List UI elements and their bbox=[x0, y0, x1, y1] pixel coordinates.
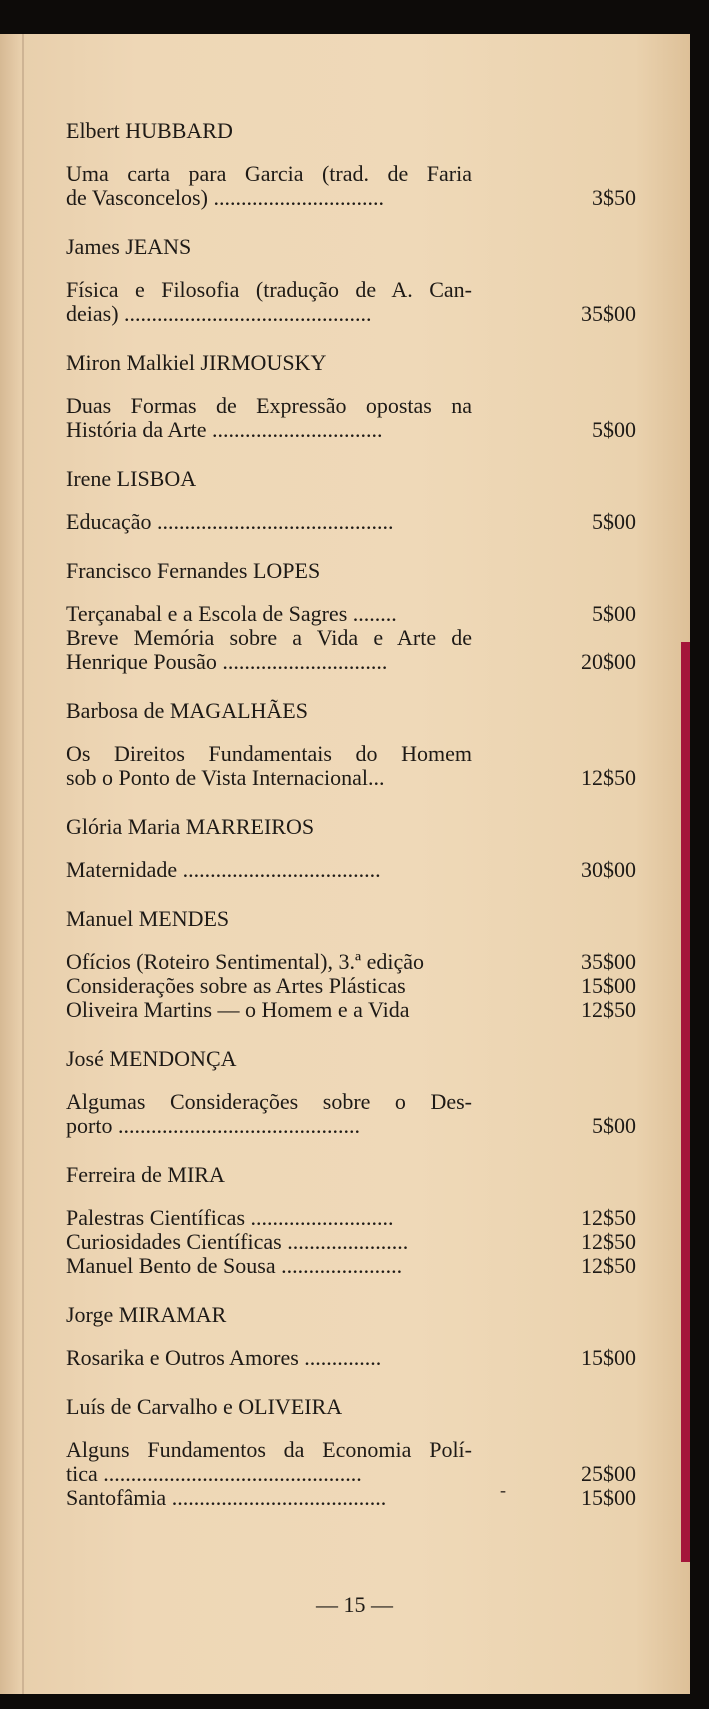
book-title: História da Arte bbox=[66, 418, 207, 442]
book-price: 35$00 bbox=[581, 949, 636, 974]
title-with-leader bbox=[66, 650, 472, 674]
book-row bbox=[66, 650, 636, 674]
author-name: Irene LISBOA bbox=[66, 466, 197, 491]
leader-dots: ............................... bbox=[206, 418, 383, 442]
catalog-entry bbox=[66, 814, 636, 882]
book-row bbox=[66, 186, 636, 210]
book-row bbox=[66, 974, 636, 998]
book-title: Palestras Científicas bbox=[66, 1206, 246, 1230]
author-name: Jorge MIRAMAR bbox=[66, 1302, 227, 1327]
author-name: Elbert HUBBARD bbox=[66, 118, 233, 143]
book-title: deias) bbox=[66, 302, 119, 326]
book-title-line: Uma carta para Garcia (trad. de Faria bbox=[66, 161, 472, 186]
title-with-leader bbox=[66, 1462, 472, 1486]
book-row bbox=[66, 1230, 636, 1254]
catalog-entry bbox=[66, 1046, 636, 1138]
book-price: 12$50 bbox=[581, 1229, 636, 1254]
author-name: Francisco Fernandes LOPES bbox=[66, 558, 321, 583]
book-row bbox=[66, 1462, 636, 1486]
leader-dots: .............. bbox=[298, 1346, 382, 1370]
catalog-list bbox=[66, 118, 636, 1534]
leader-dots: .............................. bbox=[216, 650, 388, 674]
book-row bbox=[66, 858, 636, 882]
book-title: Henrique Pousão bbox=[66, 650, 217, 674]
title-with-leader bbox=[66, 974, 472, 998]
book-title: Educação bbox=[66, 510, 152, 534]
leader-dots: ........................................... bbox=[151, 510, 394, 534]
title-with-leader bbox=[66, 1114, 472, 1138]
red-page-edge bbox=[681, 642, 690, 1562]
title-with-leader bbox=[66, 602, 472, 626]
leader-dots: .................................... bbox=[177, 858, 381, 882]
book-row bbox=[66, 302, 636, 326]
book-row bbox=[66, 766, 636, 790]
leader-dots: ............................................. bbox=[118, 302, 372, 326]
catalog-entry bbox=[66, 906, 636, 1022]
author-name: Barbosa de MAGALHÃES bbox=[66, 698, 308, 723]
book-row bbox=[66, 1254, 636, 1278]
book-price: 5$00 bbox=[592, 509, 636, 534]
page-number: — 15 — bbox=[316, 1592, 393, 1617]
book-price: 25$00 bbox=[581, 1461, 636, 1486]
book-row bbox=[66, 1346, 636, 1370]
book-title-line: Os Direitos Fundamentais do Homem bbox=[66, 741, 472, 766]
leader-dots: ............................... bbox=[207, 186, 384, 210]
title-with-leader bbox=[66, 1230, 472, 1254]
book-row bbox=[66, 602, 636, 626]
catalog-entry bbox=[66, 350, 636, 442]
title-with-leader bbox=[66, 1206, 472, 1230]
title-with-leader bbox=[66, 858, 472, 882]
book-price: 12$50 bbox=[581, 997, 636, 1022]
book-title-line: Alguns Fundamentos da Economia Polí- bbox=[66, 1437, 472, 1462]
book-row bbox=[66, 950, 636, 974]
book-price: 35$00 bbox=[581, 301, 636, 326]
book-title-line: Física e Filosofia (tradução de A. Can- bbox=[66, 277, 472, 302]
book-price: 5$00 bbox=[592, 417, 636, 442]
book-row bbox=[66, 510, 636, 534]
page-fold-shadow bbox=[22, 34, 24, 1694]
book-price: 15$00 bbox=[581, 1485, 636, 1510]
book-title: Terçanabal e a Escola de Sagres bbox=[66, 602, 348, 626]
author-name: Glória Maria MARREIROS bbox=[66, 814, 315, 839]
leader-dots: ........ bbox=[347, 602, 397, 626]
leader-dots: ....................................... bbox=[166, 1486, 387, 1510]
catalog-entry bbox=[66, 1302, 636, 1370]
title-with-leader bbox=[66, 302, 472, 326]
book-price: 30$00 bbox=[581, 857, 636, 882]
author-name: Miron Malkiel JIRMOUSKY bbox=[66, 350, 327, 375]
leader-dots: ............................................ bbox=[112, 1114, 360, 1138]
book-title: Oliveira Martins — o Homem e a Vida bbox=[66, 998, 410, 1022]
title-with-leader bbox=[66, 950, 472, 974]
title-with-leader bbox=[66, 1254, 472, 1278]
catalog-entry bbox=[66, 1162, 636, 1278]
book-title-line: Breve Memória sobre a Vida e Arte de bbox=[66, 625, 472, 650]
leader-dots: ...................... bbox=[281, 1230, 409, 1254]
book-title: Maternidade bbox=[66, 858, 178, 882]
book-price: 5$00 bbox=[592, 1113, 636, 1138]
title-with-leader bbox=[66, 418, 472, 442]
title-with-leader bbox=[66, 186, 472, 210]
margin-mark: - bbox=[500, 1480, 506, 1500]
book-price: 12$50 bbox=[581, 1205, 636, 1230]
book-price: 15$00 bbox=[581, 1345, 636, 1370]
book-row bbox=[66, 1206, 636, 1230]
author-name: Luís de Carvalho e OLIVEIRA bbox=[66, 1394, 343, 1419]
title-with-leader bbox=[66, 998, 472, 1022]
book-title: Santofâmia bbox=[66, 1486, 167, 1510]
catalog-entry bbox=[66, 1394, 636, 1510]
book-price: 15$00 bbox=[581, 973, 636, 998]
book-title: porto bbox=[66, 1114, 113, 1138]
catalog-entry bbox=[66, 558, 636, 674]
author-name: James JEANS bbox=[66, 234, 192, 259]
title-with-leader bbox=[66, 766, 472, 790]
author-name: Manuel MENDES bbox=[66, 906, 230, 931]
book-title: Curiosidades Científicas bbox=[66, 1230, 282, 1254]
leader-dots: ............................................... bbox=[97, 1462, 362, 1486]
book-row bbox=[66, 1486, 636, 1510]
book-price: 12$50 bbox=[581, 765, 636, 790]
book-row bbox=[66, 1114, 636, 1138]
book-title: Ofícios (Roteiro Sentimental), 3.ª edição bbox=[66, 950, 424, 974]
book-price: 20$00 bbox=[581, 649, 636, 674]
book-title: de Vasconcelos) bbox=[66, 186, 208, 210]
book-title: tica bbox=[66, 1462, 98, 1486]
book-row bbox=[66, 418, 636, 442]
catalog-entry bbox=[66, 234, 636, 326]
title-with-leader bbox=[66, 1346, 472, 1370]
catalog-entry bbox=[66, 698, 636, 790]
title-with-leader bbox=[66, 1486, 472, 1510]
catalog-entry bbox=[66, 466, 636, 534]
title-with-leader bbox=[66, 510, 472, 534]
author-name: José MENDONÇA bbox=[66, 1046, 237, 1071]
book-row bbox=[66, 998, 636, 1022]
leader-dots: ...................... bbox=[275, 1254, 403, 1278]
book-title-line: Algumas Considerações sobre o Des- bbox=[66, 1089, 472, 1114]
book-price: 12$50 bbox=[581, 1253, 636, 1278]
book-title: sob o Ponto de Vista Internacional... bbox=[66, 766, 385, 790]
author-name: Ferreira de MIRA bbox=[66, 1162, 225, 1187]
catalog-entry bbox=[66, 118, 636, 210]
book-title: Rosarika e Outros Amores bbox=[66, 1346, 299, 1370]
book-title: Considerações sobre as Artes Plásticas bbox=[66, 974, 406, 998]
leader-dots: .......................... bbox=[245, 1206, 394, 1230]
book-price: 3$50 bbox=[592, 185, 636, 210]
book-title: Manuel Bento de Sousa bbox=[66, 1254, 276, 1278]
book-price: 5$00 bbox=[592, 601, 636, 626]
book-title-line: Duas Formas de Expressão opostas na bbox=[66, 393, 472, 418]
